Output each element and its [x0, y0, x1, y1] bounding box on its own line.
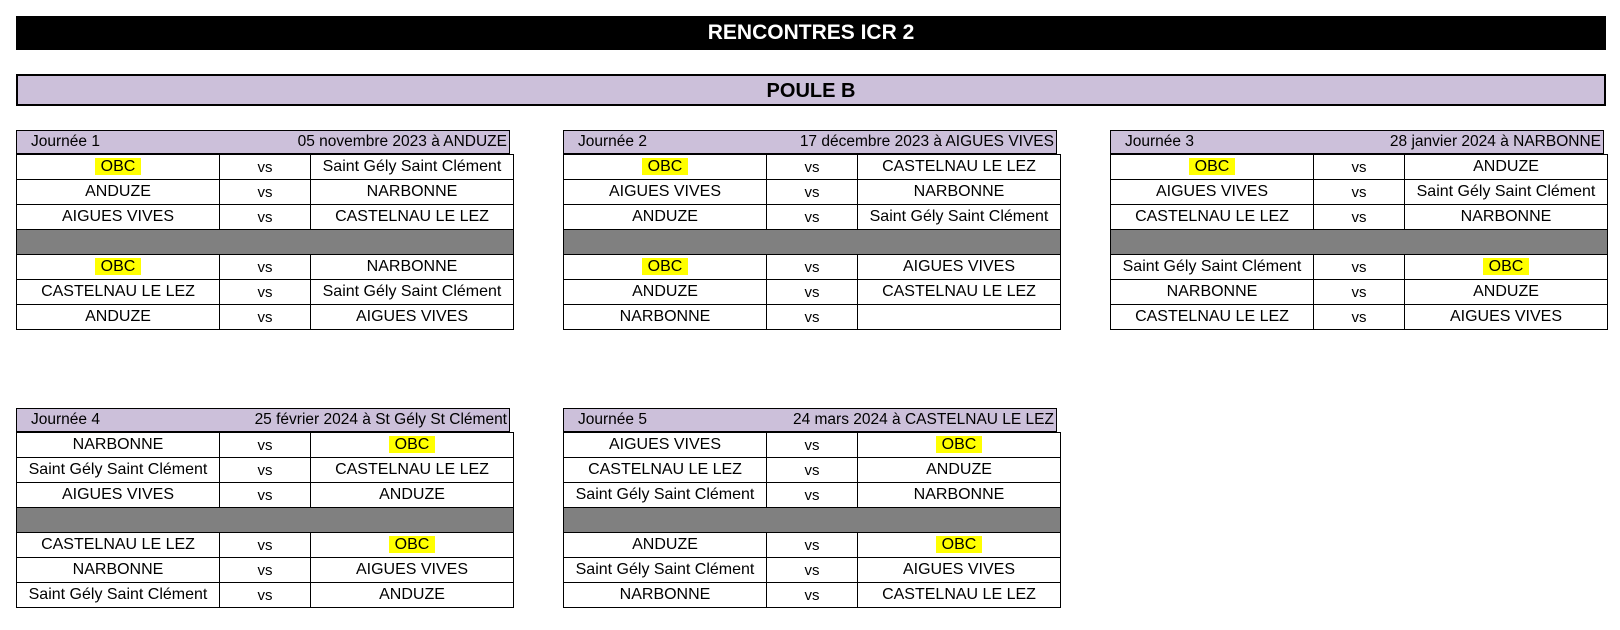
match-row	[564, 280, 1061, 305]
team-name: AIGUES VIVES	[1155, 183, 1269, 200]
matches-table	[16, 432, 514, 608]
team-name: CASTELNAU LE LEZ	[882, 283, 1036, 300]
team-name: AIGUES VIVES	[61, 486, 175, 503]
away-team-cell	[1405, 180, 1608, 205]
match-row	[564, 583, 1061, 608]
away-team-cell	[311, 255, 514, 280]
vs-label: vs	[220, 583, 311, 608]
away-team-cell	[858, 180, 1061, 205]
team-name: NARBONNE	[72, 561, 164, 578]
away-team-cell	[311, 533, 514, 558]
away-team-cell	[1405, 305, 1608, 330]
team-name: AIGUES VIVES	[61, 208, 175, 225]
away-team-cell	[311, 280, 514, 305]
vs-label: vs	[767, 180, 858, 205]
away-team-cell	[858, 583, 1061, 608]
away-team-cell	[1405, 155, 1608, 180]
journee-date: 28 janvier 2024 à NARBONNE	[1389, 133, 1601, 150]
away-team-cell	[858, 533, 1061, 558]
separator-row	[564, 230, 1061, 255]
home-team-cell	[1111, 180, 1314, 205]
home-team-cell	[564, 205, 767, 230]
match-row	[564, 483, 1061, 508]
team-name: ANDUZE	[1473, 158, 1539, 175]
team-name: OBC	[1483, 258, 1530, 275]
team-name: Saint Gély Saint Clément	[869, 208, 1049, 225]
journee-header	[563, 130, 1057, 154]
away-team-cell	[1405, 280, 1608, 305]
away-team-cell	[858, 155, 1061, 180]
match-row	[17, 305, 514, 330]
vs-label: vs	[767, 558, 858, 583]
team-name: OBC	[389, 436, 436, 453]
journee-label: Journée 1	[31, 133, 100, 150]
team-name: ANDUZE	[1473, 283, 1539, 300]
journee-date: 25 février 2024 à St Gély St Clément	[254, 411, 507, 428]
vs-label: vs	[1314, 280, 1405, 305]
home-team-cell	[564, 280, 767, 305]
match-row	[564, 533, 1061, 558]
team-name: OBC	[389, 536, 436, 553]
journee-1-block	[16, 130, 510, 330]
journee-label: Journée 4	[31, 411, 100, 428]
vs-label: vs	[1314, 205, 1405, 230]
team-name: Saint Gély Saint Clément	[28, 586, 208, 603]
match-row	[564, 305, 1061, 330]
match-row	[17, 558, 514, 583]
team-name: AIGUES VIVES	[355, 561, 469, 578]
away-team-cell	[858, 305, 1061, 330]
home-team-cell	[17, 533, 220, 558]
home-team-cell	[17, 155, 220, 180]
vs-label: vs	[767, 280, 858, 305]
journee-3-block	[1110, 130, 1604, 330]
match-row	[1111, 305, 1608, 330]
home-team-cell	[564, 255, 767, 280]
team-name: AIGUES VIVES	[608, 436, 722, 453]
team-name: NARBONNE	[1460, 208, 1552, 225]
vs-label: vs	[220, 458, 311, 483]
journee-header	[16, 130, 510, 154]
team-name: ANDUZE	[379, 486, 445, 503]
vs-label: vs	[220, 533, 311, 558]
match-row	[564, 180, 1061, 205]
team-name: CASTELNAU LE LEZ	[41, 536, 195, 553]
vs-label: vs	[767, 255, 858, 280]
separator-cell	[17, 508, 514, 533]
journee-5-block	[563, 408, 1057, 608]
team-name: ANDUZE	[632, 283, 698, 300]
separator-cell	[564, 230, 1061, 255]
home-team-cell	[564, 483, 767, 508]
home-team-cell	[1111, 155, 1314, 180]
team-name: AIGUES VIVES	[902, 561, 1016, 578]
matches-table	[563, 432, 1061, 608]
team-name: AIGUES VIVES	[608, 183, 722, 200]
away-team-cell	[311, 458, 514, 483]
team-name: ANDUZE	[85, 183, 151, 200]
vs-label: vs	[767, 155, 858, 180]
away-team-cell	[858, 458, 1061, 483]
team-name: NARBONNE	[1166, 283, 1258, 300]
vs-label: vs	[1314, 305, 1405, 330]
vs-label: vs	[767, 583, 858, 608]
vs-label: vs	[767, 458, 858, 483]
home-team-cell	[1111, 305, 1314, 330]
journee-2-block	[563, 130, 1057, 330]
separator-cell	[564, 508, 1061, 533]
team-name: NARBONNE	[72, 436, 164, 453]
team-name: AIGUES VIVES	[1449, 308, 1563, 325]
match-row	[564, 155, 1061, 180]
away-team-cell	[311, 558, 514, 583]
home-team-cell	[17, 458, 220, 483]
journee-label: Journée 2	[578, 133, 647, 150]
journee-header	[16, 408, 510, 432]
match-row	[17, 155, 514, 180]
team-name: Saint Gély Saint Clément	[1416, 183, 1596, 200]
home-team-cell	[564, 180, 767, 205]
match-row	[1111, 155, 1608, 180]
match-row	[17, 583, 514, 608]
away-team-cell	[858, 558, 1061, 583]
away-team-cell	[858, 205, 1061, 230]
home-team-cell	[17, 483, 220, 508]
team-name: Saint Gély Saint Clément	[575, 561, 755, 578]
pool-title: POULE B	[16, 74, 1606, 106]
separator-row	[17, 230, 514, 255]
journee-label: Journée 5	[578, 411, 647, 428]
team-name: CASTELNAU LE LEZ	[1135, 308, 1289, 325]
separator-cell	[1111, 230, 1608, 255]
match-row	[17, 458, 514, 483]
away-team-cell	[311, 483, 514, 508]
separator-row	[1111, 230, 1608, 255]
team-name: OBC	[936, 436, 983, 453]
vs-label: vs	[220, 155, 311, 180]
match-row	[1111, 205, 1608, 230]
separator-row	[564, 508, 1061, 533]
team-name: NARBONNE	[366, 183, 458, 200]
away-team-cell	[858, 280, 1061, 305]
match-row	[1111, 280, 1608, 305]
home-team-cell	[564, 458, 767, 483]
journee-header	[563, 408, 1057, 432]
team-name: OBC	[1189, 158, 1236, 175]
home-team-cell	[17, 305, 220, 330]
match-row	[564, 558, 1061, 583]
team-name: OBC	[642, 258, 689, 275]
home-team-cell	[17, 433, 220, 458]
journee-4-block	[16, 408, 510, 608]
away-team-cell	[1405, 205, 1608, 230]
home-team-cell	[564, 583, 767, 608]
vs-label: vs	[767, 433, 858, 458]
vs-label: vs	[220, 205, 311, 230]
vs-label: vs	[767, 483, 858, 508]
away-team-cell	[311, 155, 514, 180]
team-name: ANDUZE	[926, 461, 992, 478]
team-name: Saint Gély Saint Clément	[28, 461, 208, 478]
match-row	[17, 533, 514, 558]
team-name: AIGUES VIVES	[355, 308, 469, 325]
team-name: CASTELNAU LE LEZ	[335, 461, 489, 478]
home-team-cell	[564, 155, 767, 180]
away-team-cell	[858, 255, 1061, 280]
team-name: OBC	[95, 258, 142, 275]
home-team-cell	[1111, 205, 1314, 230]
team-name: CASTELNAU LE LEZ	[1135, 208, 1289, 225]
journee-date: 17 décembre 2023 à AIGUES VIVES	[799, 133, 1054, 150]
page-title: RENCONTRES ICR 2	[16, 16, 1606, 50]
team-name: ANDUZE	[632, 208, 698, 225]
home-team-cell	[564, 533, 767, 558]
match-row	[564, 458, 1061, 483]
vs-label: vs	[220, 305, 311, 330]
vs-label: vs	[767, 205, 858, 230]
team-name: ANDUZE	[379, 586, 445, 603]
match-row	[17, 180, 514, 205]
match-row	[17, 205, 514, 230]
home-team-cell	[17, 180, 220, 205]
matches-table	[16, 154, 514, 330]
match-row	[1111, 180, 1608, 205]
separator-cell	[17, 230, 514, 255]
team-name: AIGUES VIVES	[902, 258, 1016, 275]
match-row	[17, 255, 514, 280]
team-name: ANDUZE	[85, 308, 151, 325]
journee-date: 05 novembre 2023 à ANDUZE	[297, 133, 507, 150]
home-team-cell	[17, 205, 220, 230]
vs-label: vs	[1314, 180, 1405, 205]
separator-row	[17, 508, 514, 533]
team-name: OBC	[936, 536, 983, 553]
vs-label: vs	[220, 180, 311, 205]
away-team-cell	[311, 205, 514, 230]
team-name: Saint Gély Saint Clément	[575, 486, 755, 503]
team-name: NARBONNE	[913, 183, 1005, 200]
home-team-cell	[564, 305, 767, 330]
team-name: CASTELNAU LE LEZ	[882, 586, 1036, 603]
match-row	[1111, 255, 1608, 280]
away-team-cell	[858, 483, 1061, 508]
away-team-cell	[311, 180, 514, 205]
home-team-cell	[17, 558, 220, 583]
home-team-cell	[17, 280, 220, 305]
team-name: OBC	[95, 158, 142, 175]
match-row	[17, 483, 514, 508]
team-name: NARBONNE	[366, 258, 458, 275]
home-team-cell	[17, 255, 220, 280]
away-team-cell	[311, 583, 514, 608]
team-name: Saint Gély Saint Clément	[322, 158, 502, 175]
team-name: CASTELNAU LE LEZ	[588, 461, 742, 478]
team-name: Saint Gély Saint Clément	[322, 283, 502, 300]
match-row	[17, 433, 514, 458]
team-name: CASTELNAU LE LEZ	[335, 208, 489, 225]
home-team-cell	[1111, 255, 1314, 280]
vs-label: vs	[220, 280, 311, 305]
journee-header	[1110, 130, 1604, 154]
away-team-cell	[1405, 255, 1608, 280]
team-name: CASTELNAU LE LEZ	[41, 283, 195, 300]
match-row	[564, 433, 1061, 458]
team-name: NARBONNE	[619, 586, 711, 603]
vs-label: vs	[767, 305, 858, 330]
home-team-cell	[1111, 280, 1314, 305]
away-team-cell	[858, 433, 1061, 458]
away-team-cell	[311, 433, 514, 458]
away-team-cell	[311, 305, 514, 330]
match-row	[17, 280, 514, 305]
vs-label: vs	[767, 533, 858, 558]
team-name: CASTELNAU LE LEZ	[882, 158, 1036, 175]
vs-label: vs	[220, 433, 311, 458]
vs-label: vs	[1314, 255, 1405, 280]
match-row	[564, 255, 1061, 280]
vs-label: vs	[220, 558, 311, 583]
team-name: NARBONNE	[913, 486, 1005, 503]
home-team-cell	[17, 583, 220, 608]
home-team-cell	[564, 433, 767, 458]
team-name: OBC	[642, 158, 689, 175]
team-name: NARBONNE	[619, 308, 711, 325]
team-name: ANDUZE	[632, 536, 698, 553]
match-row	[564, 205, 1061, 230]
matches-table	[563, 154, 1061, 330]
vs-label: vs	[220, 255, 311, 280]
matches-table	[1110, 154, 1608, 330]
home-team-cell	[564, 558, 767, 583]
journee-label: Journée 3	[1125, 133, 1194, 150]
vs-label: vs	[1314, 155, 1405, 180]
vs-label: vs	[220, 483, 311, 508]
journee-date: 24 mars 2024 à CASTELNAU LE LEZ	[792, 411, 1054, 428]
team-name: Saint Gély Saint Clément	[1122, 258, 1302, 275]
